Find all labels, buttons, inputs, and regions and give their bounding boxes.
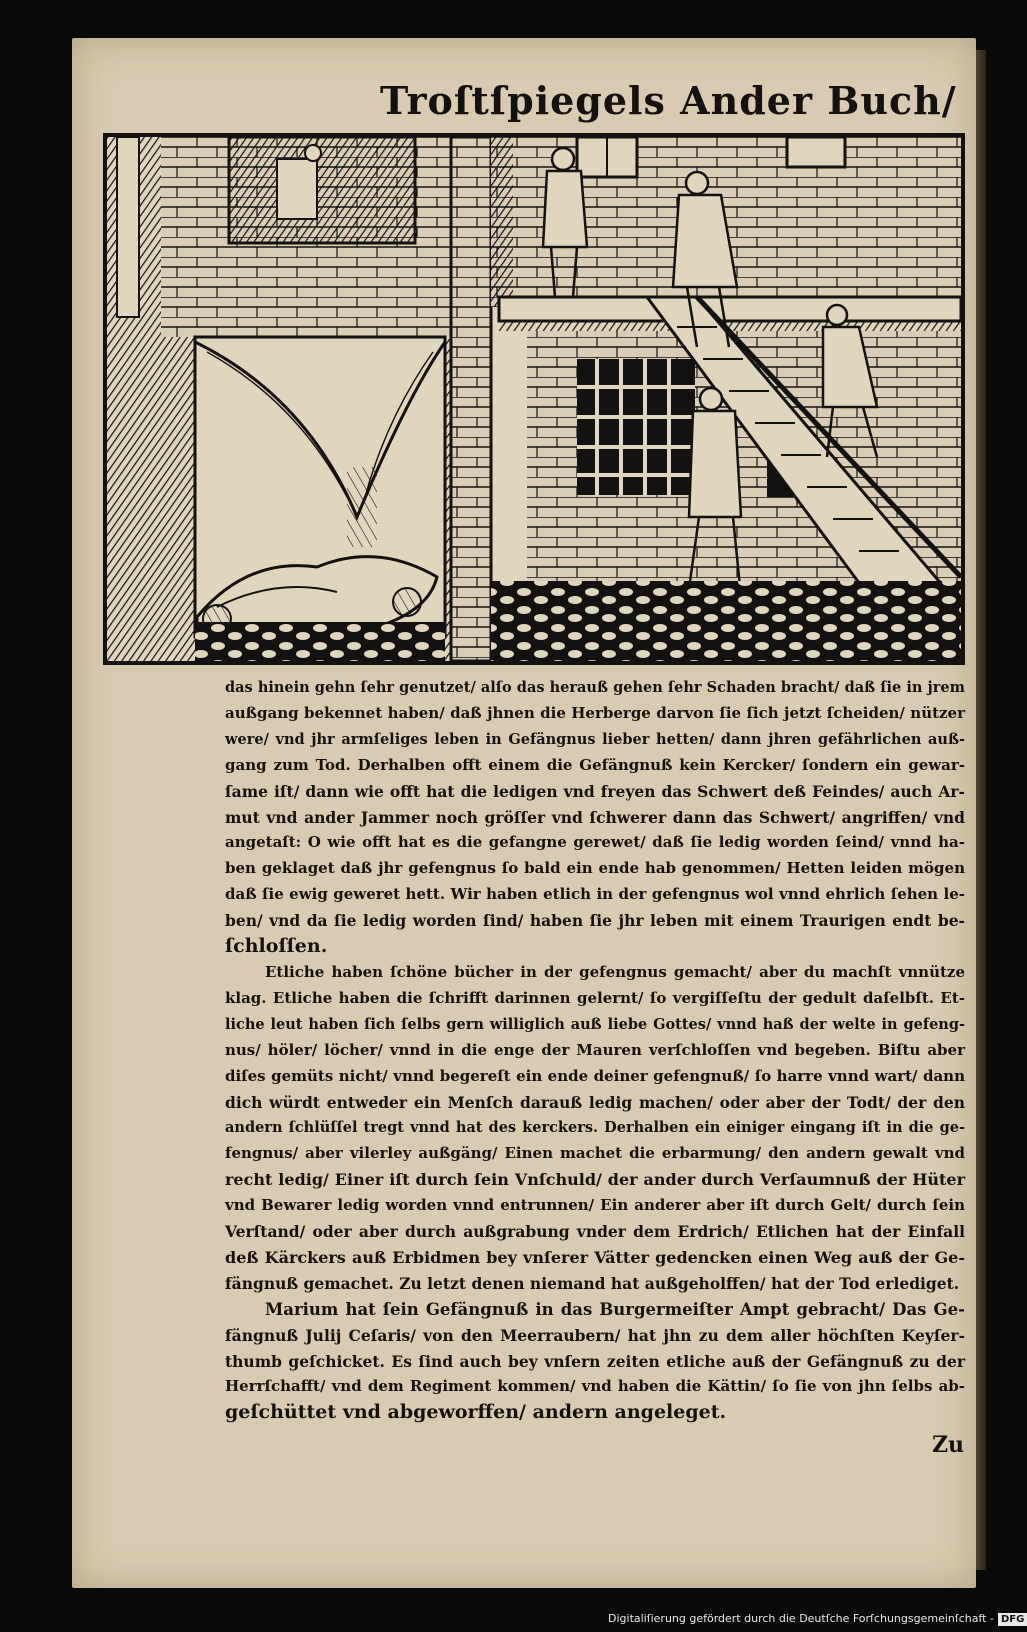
text-line: ſame iſt/ dann wie offt hat die ledigen vnd freyen das Schwert deß Feindes/ auch Ar- [225, 781, 965, 801]
text-line: außgang bekennet haben/ daß jhnen die Herberge darvon ſie ſich jetzt ſcheiden/ nützer [225, 703, 965, 722]
text-line: das hinein gehn ſehr genutzet/ alſo das herauß gehen ſehr Schaden bracht/ daß ſie in jrem [225, 679, 965, 696]
text-line: ben/ vnd da ſie ledig worden ſind/ haben ſie jhr leben mit einem Traurigen endt be- [225, 911, 965, 931]
text-line: geſchüttet vnd abgeworffen/ andern angeleget. [225, 1401, 727, 1424]
running-heading: Troſtſpiegels Ander Buch/ [380, 78, 957, 123]
text-line: recht ledig/ Einer iſt durch ſein Vnſchuld/ der ander durch Verſaumnuß der Hüter [225, 1170, 965, 1190]
text-line: liche leut haben ſich ſelbs gern williglich auß liebe Gottes/ vnnd haß der welte in gefeng- [225, 1015, 965, 1033]
dfg-logo: DFG [998, 1613, 1027, 1626]
catchword: Zu [932, 1432, 965, 1458]
text-line: diſes gemüts nicht/ vnnd begereſt ein ende deiner gefengnuß/ ſo harre vnnd wart/ dann [225, 1066, 965, 1085]
text-line: deß Kärckers auß Erbidmen bey vnſerer Vätter gedencken einen Weg auß der Ge- [225, 1247, 965, 1267]
text-line: were/ vnd jhr armſeliges leben in Gefängnus lieber hetten/ dann jhren gefährlichen auß- [225, 730, 965, 748]
body-text [225, 675, 965, 1426]
prison-scene-woodcut [107, 137, 961, 661]
text-line: Marium hat ſein Gefängnuß in das Burgermeiſter Ampt gebracht/ Das Ge- [265, 1299, 965, 1319]
text-line: vnd Bewarer ledig worden vnnd entrunnen/ Ein anderer aber iſt durch Gelt/ durch ſein [225, 1196, 965, 1215]
text-line: andern ſchlüſſel tregt vnnd hat des kerckers. Derhalben ein einiger eingang iſt in die ge- [225, 1119, 965, 1137]
text-line: mut vnd ander Jammer noch gröſſer vnd ſchwerer dann das Schwert/ angriffen/ vnd [225, 807, 965, 827]
text-line: fängnuß Julij Ceſaris/ von den Meerraubern/ hat jhn zu dem aller höchſten Keyſer- [225, 1325, 965, 1345]
text-line: angetaſt: O wie offt hat es die gefangne gerewet/ daß ſie ledig worden ſeind/ vnnd ha- [225, 833, 965, 852]
text-line: fengnus/ aber vilerley außgäng/ Einen machet die erbarmung/ den andern gewalt vnd [225, 1144, 965, 1163]
text-line: nus/ höler/ löcher/ vnnd in die enge der Mauren verſchloſſen vnd begeben. Biſtu aber [225, 1040, 965, 1059]
text-line: Etliche haben ſchöne bücher in der gefengnus gemacht/ aber du machſt vnnütze [265, 962, 965, 981]
woodcut-illustration [103, 133, 965, 665]
text-line: daß ſie ewig geweret hett. Wir haben etlich in der gefengnus wol vnnd ehrlich ſehen le- [225, 885, 965, 904]
text-line: ben geklaget daß jhr gefengnus ſo bald ein ende hab genommen/ Hetten leiden mögen [225, 859, 965, 878]
text-line: gang zum Tod. Derhalben offt einem die Gefängnuß kein Kercker/ ſondern ein gewar- [225, 755, 965, 774]
digitization-credit [608, 1612, 1025, 1630]
text-line: dich würdt entweder ein Menſch darauß ledig machen/ oder aber der Todt/ der den [225, 1092, 965, 1112]
text-line: Herrſchafft/ vnd dem Regiment kommen/ vnd haben die Kättin/ ſo ſie von jhn ſelbs ab- [225, 1377, 965, 1396]
text-line: ſchloſſen. [225, 935, 328, 958]
text-line: fängnuß gemachet. Zu letzt denen niemand hat außgeholffen/ hat der Tod erlediget. [225, 1273, 960, 1293]
text-line: Verſtand/ oder aber durch außgrabung vnder dem Erdrich/ Etlichen hat der Einfall [225, 1222, 965, 1242]
text-line: klag. Etliche haben die ſchrifft darinnen gelernt/ ſo vergiſſeſtu der gedult daſelbſt. Et- [225, 988, 965, 1007]
credit-text: Digitaliſierung gefördert durch die Deutſche Forſchungsgemeinſchaft - [608, 1612, 994, 1625]
text-line: thumb geſchicket. Es ſind auch bey vnſern zeiten etliche auß der Gefängnuß zu der [225, 1351, 965, 1371]
